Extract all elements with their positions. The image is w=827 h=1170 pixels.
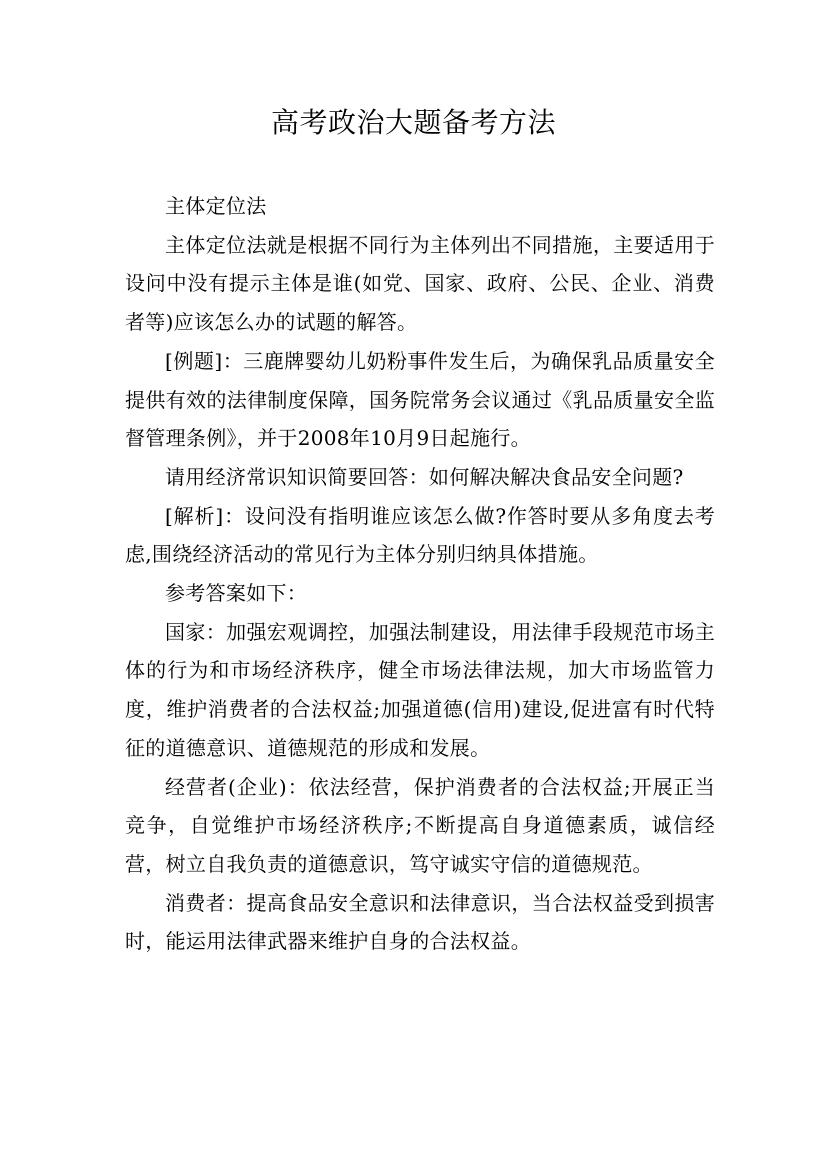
document-title: 高考政治大题备考方法 (270, 106, 556, 139)
paragraph-example: [例题]：三鹿牌婴幼儿奶粉事件发生后，为确保乳品质量安全提供有效的法律制度保障，国务院常务会议通过《乳品质量安全监督管理条例》，并于2008年10月9日起施行。 (125, 348, 715, 451)
document-body (125, 187, 715, 961)
paragraph-answer-intro: 参考答案如下： (165, 581, 308, 606)
paragraph-answer-consumer: 消费者：提高食品安全意识和法律意识，当合法权益受到损害时，能运用法律武器来维护自身的合法权益。 (125, 890, 715, 954)
paragraph-answer-business: 经营者(企业)：依法经营，保护消费者的合法权益;开展正当竞争，自觉维护市场经济秩序;不断提高自身道德素质，诚信经营，树立自我负责的道德意识，笃守诚实守信的道德规范。 (125, 774, 715, 876)
paragraph-method-heading: 主体定位法 (165, 194, 267, 218)
paragraph-analysis: [解析]：设问没有指明谁应该怎么做?作答时要从多角度去考虑,围绕经济活动的常见行为主体分别归纳具体措施。 (125, 503, 715, 567)
paragraph-method-definition: 主体定位法就是根据不同行为主体列出不同措施，主要适用于设问中没有提示主体是谁(如党、国家、政府、公民、企业、消费者等)应该怎么办的试题的解答。 (125, 232, 715, 335)
paragraph-answer-state: 国家：加强宏观调控，加强法制建设，用法律手段规范市场主体的行为和市场经济秩序，健全市场法律法规，加大市场监管力度，维护消费者的合法权益;加强道德(信用)建设,促进富有时代特征的道德意识、道德规范的形成和发展。 (125, 619, 715, 760)
paragraph-question: 请用经济常识知识简要回答：如何解决解决食品安全问题? (165, 464, 684, 489)
